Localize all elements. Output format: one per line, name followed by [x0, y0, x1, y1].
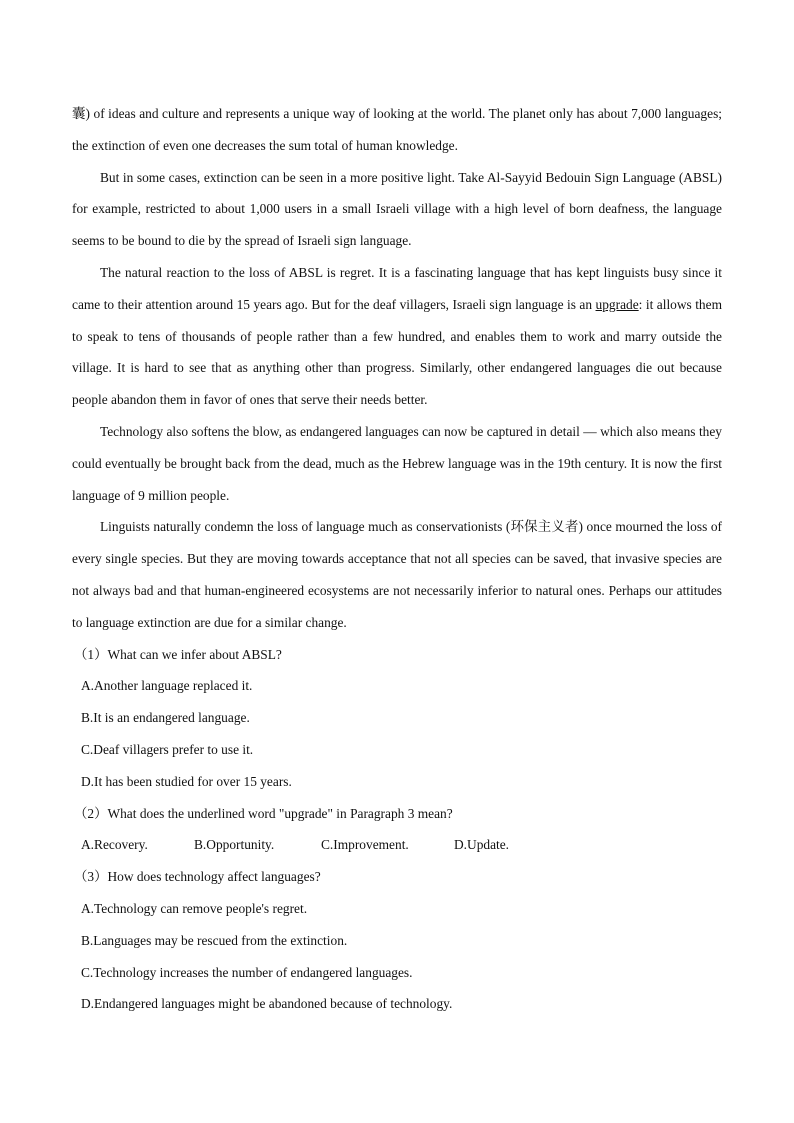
question-2-option-d: D.Update.	[454, 837, 510, 853]
question-2-options	[72, 829, 722, 861]
question-3-option-c: C.Technology increases the number of endangered languages.	[81, 964, 413, 980]
question-2	[72, 798, 722, 862]
question-3-option-a: A.Technology can remove people's regret.	[81, 900, 308, 916]
paragraph-3-text-start: The natural reaction to the loss of ABSL is regret. It is a fascinating language that has kept linguists busy since it came to their attention around 15 years ago. But for the deaf villagers, Israeli sign language is an	[72, 264, 722, 312]
question-1-stem: （1）What can we infer about ABSL?	[74, 646, 282, 662]
passage-paragraph-2: But in some cases, extinction can be seen in a more positive light. Take Al-Sayyid Bedouin Sign Language (ABSL) for example, restricted to about 1,000 users in a small Israeli village with a high level of born deafness, the language seems to be bound to die by the spread of Israeli sign language.	[72, 169, 722, 249]
passage-paragraph-3	[72, 257, 722, 416]
question-1-option-b: B.It is an endangered language.	[81, 710, 250, 726]
question-3-option-b: B.Languages may be rescued from the extinction.	[81, 932, 348, 948]
question-2-option-b: B.Opportunity.	[194, 837, 275, 853]
question-3	[72, 861, 722, 1020]
underlined-word-upgrade: upgrade	[595, 296, 639, 312]
question-1	[72, 639, 722, 798]
document-page	[72, 98, 722, 1020]
question-2-option-c: C.Improvement.	[321, 837, 409, 853]
passage-paragraph-5: Linguists naturally condemn the loss of language much as conservationists (环保主义者) once mourned the loss of every single species. But they are moving towards acceptance that not all species can be saved, that invasive species are not always bad and that human-engineered ecosystems are not necessarily inferior to natural ones. Perhaps our attitudes to language extinction are due for a similar change.	[72, 519, 722, 630]
question-2-option-a: A.Recovery.	[81, 837, 148, 853]
question-3-stem: （3）How does technology affect languages?	[74, 869, 321, 885]
question-1-option-c: C.Deaf villagers prefer to use it.	[81, 741, 254, 757]
question-3-option-d: D.Endangered languages might be abandoned because of technology.	[81, 996, 453, 1012]
passage-paragraph-1: 囊) of ideas and culture and represents a unique way of looking at the world. The planet only has about 7,000 languages; the extinction of even one decreases the sum total of human knowledge.	[72, 106, 722, 153]
paragraph-3-text-end: : it allows them to speak to tens of thousands of people rather than a few hundred, and enables them to work and marry outside the village. It is hard to see that as anything other than progress. Similarly, other endangered languages die out because people abandon them in favor of ones that serve their needs better.	[72, 296, 722, 408]
question-1-option-d: D.It has been studied for over 15 years.	[81, 773, 292, 789]
passage-paragraph-4: Technology also softens the blow, as endangered languages can now be captured in detail — which also means they could eventually be brought back from the dead, much as the Hebrew language was in the 19th century. It is now the first language of 9 million people.	[72, 423, 722, 503]
question-1-option-a: A.Another language replaced it.	[81, 678, 253, 694]
question-2-stem: （2）What does the underlined word "upgrade" in Paragraph 3 mean?	[74, 805, 453, 821]
